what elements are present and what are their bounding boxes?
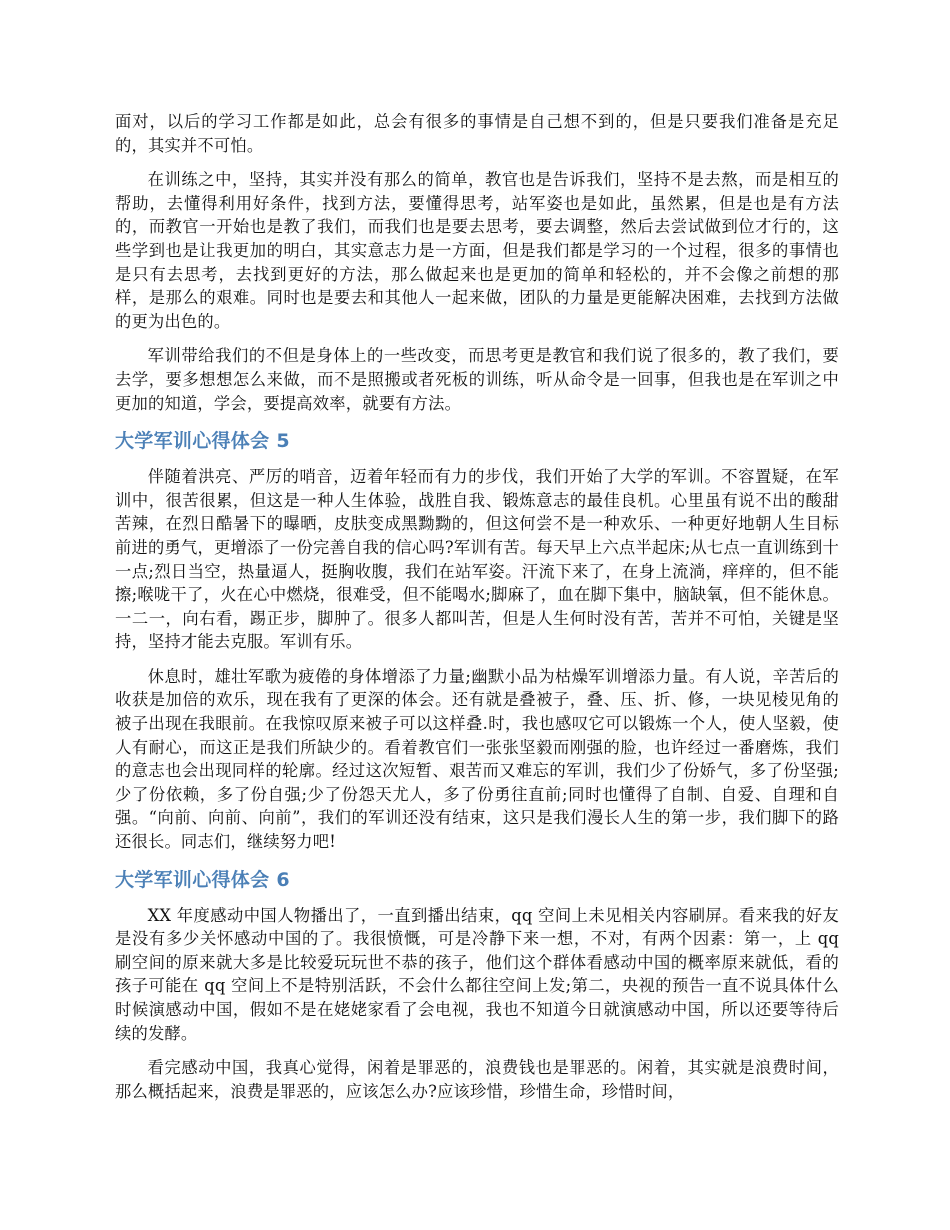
paragraph: 军训带给我们的不但是身体上的一些改变，而思考更是教官和我们说了很多的，教了我们，要去学，要多想想怎么来做，而不是照搬或者死板的训练，听从命令是一回事，但我也是在军训之中更加的知道，学会，要提高效率，就要有方法。	[115, 346, 839, 413]
document-body	[115, 110, 839, 1114]
paragraph: 休息时，雄壮军歌为疲倦的身体增添了力量;幽默小品为枯燥军训增添力量。有人说，辛苦后的收获是加倍的欢乐，现在我有了更深的体会。还有就是叠被子，叠、压、折、修，一块见棱见角的被子出现在我眼前。在我惊叹原来被子可以这样叠.时，我也感叹它可以锻炼一个人，使人坚毅，使人有耐心，而这正是我们所缺少的。看着教官们一张张坚毅而刚强的脸，也许经过一番磨炼，我们的意志也会出现同样的轮廓。经过这次短暂、艰苦而又难忘的军训，我们少了份娇气，多了份坚强;少了份依赖，多了份自强;少了份怨天尤人，多了份勇往直前;同时也懂得了自制、自爱、自理和自强。“向前、向前、向前”，我们的军训还没有结束，这只是我们漫长人生的第一步，我们脚下的路还很长。同志们，继续努力吧!	[115, 666, 839, 852]
paragraph: 面对，以后的学习工作都是如此，总会有很多的事情是自己想不到的，但是只要我们准备是充足的，其实并不可怕。	[115, 112, 839, 155]
paragraph: 看完感动中国，我真心觉得，闲着是罪恶的，浪费钱也是罪恶的。闲着，其实就是浪费时间，那么概括起来，浪费是罪恶的，应该怎么办?应该珍惜，珍惜生命，珍惜时间，	[115, 1058, 839, 1101]
paragraph: XX 年度感动中国人物播出了，一直到播出结束，qq 空间上未见相关内容刷屏。看来我的好友是没有多少关怀感动中国的了。我很愤慨，可是冷静下来一想，不对，有两个因素：第一，上 qq 刷空间的原来就大多是比较爱玩玩世不恭的孩子，他们这个群体看感动中国的概率原来就低，看的孩子可能在 qq 空间上不是特别活跃，不会什么都往空间上发;第二，央视的预告一直不说具体什么时候演感动中国，假如不是在姥姥家看了会电视，我也不知道今日就演感动中国，所以还要等待后续的发酵。	[115, 905, 839, 1043]
paragraph: 伴随着洪亮、严厉的哨音，迈着年轻而有力的步伐，我们开始了大学的军训。不容置疑，在军训中，很苦很累，但这是一种人生体验，战胜自我、锻炼意志的最佳良机。心里虽有说不出的酸甜苦辣，在烈日酷暑下的曝晒，皮肤变成黑黝黝的，但这何尝不是一种欢乐、一种更好地朝人生目标前进的勇气，更增添了一份完善自我的信心吗?军训有苦。每天早上六点半起床;从七点一直训练到十一点;烈日当空，热量逼人，挺胸收腹，我们在站军姿。汗流下来了，在身上流淌，痒痒的，但不能擦;喉咙干了，火在心中燃烧，很难受，但不能喝水;脚麻了，血在脚下集中，脑缺氧，但不能休息。一二一，向右看，踢正步，脚肿了。很多人都叫苦，但是人生何时没有苦，苦并不可怕，关键是坚持，坚持才能去克服。军训有乐。	[115, 467, 839, 652]
paragraph: 在训练之中，坚持，其实并没有那么的简单，教官也是告诉我们，坚持不是去熬，而是相互的帮助，去懂得利用好条件，找到方法，要懂得思考，站军姿也是如此，虽然累，但是也是有方法的，而教官一开始也是教了我们，而我们也是要去思考，要去调整，然后去尝试做到位才行的，这些学到也是让我更加的明白，其实意志力是一方面，但是我们都是学习的一个过程，很多的事情也是只有去思考，去找到更好的方法，那么做起来也是更加的简单和轻松的，并不会像之前想的那样，是那么的艰难。同时也是要去和其他人一起来做，团队的力量是更能解决困难，去找到方法做的更为出色的。	[115, 170, 839, 331]
section-heading-6: 大学军训心得体会 6	[115, 868, 290, 891]
section-heading-5: 大学军训心得体会 5	[115, 430, 290, 453]
